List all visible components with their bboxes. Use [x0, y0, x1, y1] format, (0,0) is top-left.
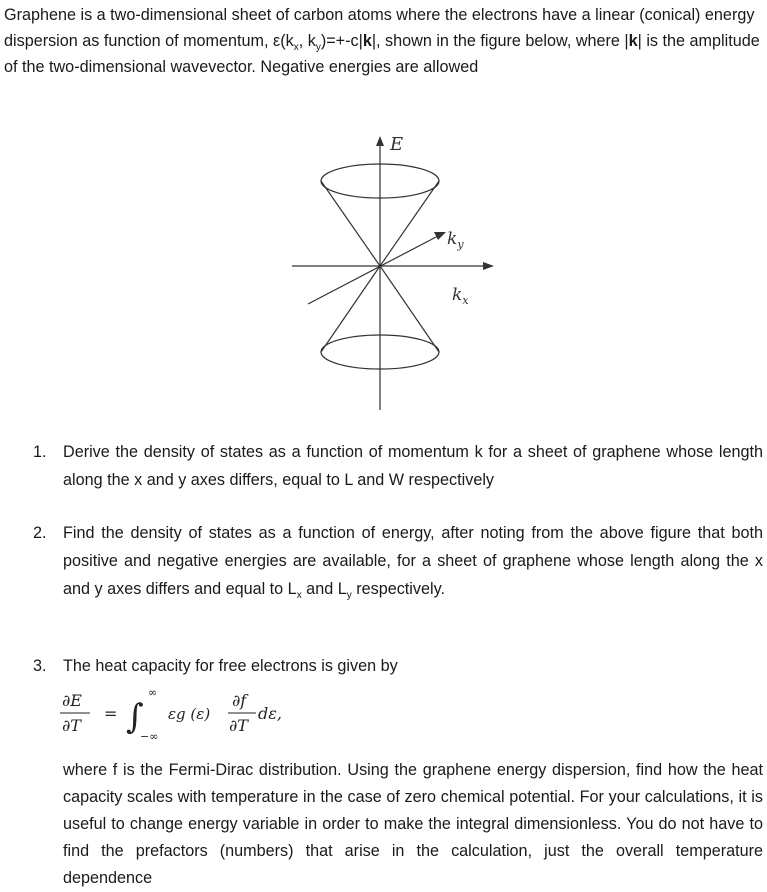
- lower-limit: −∞: [140, 730, 159, 743]
- ky-axis-arrowhead: [434, 232, 446, 240]
- denominator-dT-right: ∂T: [229, 716, 248, 735]
- bold-k: k: [628, 32, 638, 50]
- question-text: Derive the density of states as a function of momentum k for a sheet of graphene whose length along the x and y axes differs, equal to L and W respectively: [63, 443, 763, 489]
- lower-cone-left: [321, 266, 380, 352]
- intro-text: Graphene is a two-dimensional sheet of carbon atoms where the electrons have a linear (conical) energy dispersion as function of momentum, ε(k: [4, 6, 755, 50]
- intro-text: , k: [298, 32, 316, 50]
- integral-sign: ∫: [126, 697, 144, 737]
- question-number: 1.: [33, 443, 47, 461]
- kx-label: $k_x$: [452, 285, 469, 307]
- ky-label: $k_y$: [447, 229, 464, 251]
- integrand: εg (ε): [168, 705, 211, 723]
- differential: dε,: [258, 704, 282, 723]
- upper-cone-left: [321, 181, 380, 266]
- question-text: Find the density of states as a function of energy, after noting from the above figure that both positive and negative energies are available, for a sheet of graphene whose length along the x and y axes differs and equal to $L_x$ and $L_y$ respectively.: [63, 524, 763, 602]
- question-number: 2.: [33, 524, 47, 542]
- lower-cone-right: [380, 266, 439, 352]
- subscript-x: x: [296, 590, 302, 602]
- cone-diagram: [280, 132, 510, 410]
- intro-text: |, shown in the figure below, where |: [371, 32, 629, 50]
- question-number: 3.: [33, 657, 47, 675]
- question-3-continuation: where f is the Fermi-Dirac distribution. Using the graphene energy dispersion, find how the heat capacity scales with temperature in the case of zero chemical potential. For your calculations, it is useful to change energy variable in order to make the integral dimensionless. You do not have to find the prefactors (numbers) that arise in the calculation, just the overall temperature dependence: [63, 761, 763, 887]
- question-3: [33, 652, 763, 680]
- intro-text: )=+-c|: [320, 32, 363, 50]
- formula-svg: [60, 684, 320, 744]
- subscript-y: y: [346, 590, 352, 602]
- intro-paragraph: [4, 2, 764, 80]
- denominator-dT: ∂T: [62, 716, 81, 735]
- question-text: The heat capacity for free electrons is given by: [63, 657, 398, 675]
- ky-axis: [308, 236, 438, 304]
- subscript-x: x: [293, 42, 299, 54]
- axis-e-label: E: [390, 134, 404, 155]
- numerator-df: ∂f: [232, 691, 247, 710]
- upper-cone-right: [380, 181, 439, 266]
- heat-capacity-formula: [60, 684, 320, 744]
- energy-axis-arrowhead: [376, 136, 384, 146]
- question-2: [33, 519, 763, 603]
- intro-text: | is the amplitude of the two-dimensional wavevector. Negative energies are allowed: [4, 32, 760, 76]
- upper-limit: ∞: [148, 686, 158, 699]
- equals-sign: =: [104, 704, 118, 723]
- numerator-dE: ∂E: [62, 691, 82, 710]
- bold-k: k: [362, 32, 372, 50]
- dispersion-cone-figure: [280, 132, 510, 410]
- question-1: [33, 438, 763, 494]
- subscript-y: y: [315, 42, 321, 54]
- kx-axis-arrowhead: [483, 262, 494, 270]
